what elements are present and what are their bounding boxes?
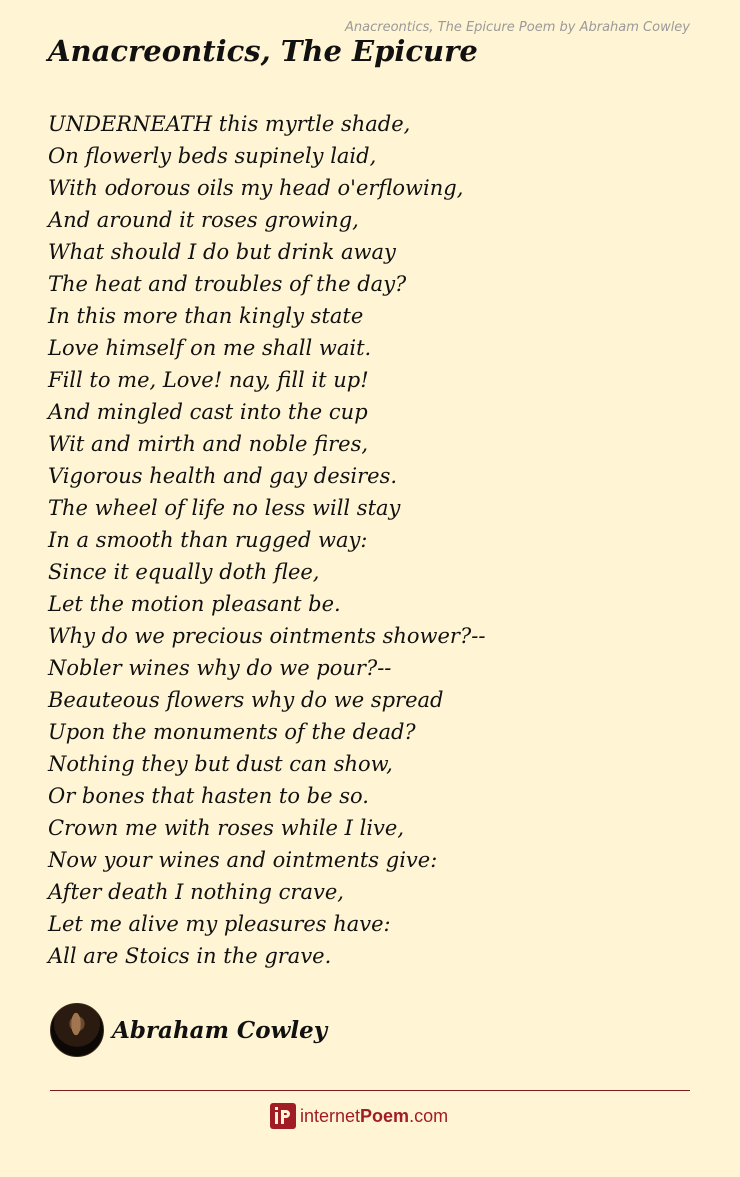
poem-line: After death I nothing crave, — [48, 880, 344, 904]
poem-line: On flowerly beds supinely laid, — [48, 144, 377, 168]
poem-line: All are Stoics in the grave. — [48, 944, 332, 968]
poem-line: Wit and mirth and noble fires, — [48, 432, 369, 456]
poem-line: In a smooth than rugged way: — [48, 528, 368, 552]
poem-line: Let me alive my pleasures have: — [48, 912, 391, 936]
poem-line: UNDERNEATH this myrtle shade, — [48, 112, 411, 136]
header-credit: Anacreontics, The Epicure Poem by Abraham Cowley — [344, 20, 690, 35]
author-block[interactable] — [50, 1003, 327, 1057]
poem-line: Vigorous health and gay desires. — [48, 464, 398, 488]
poem-line: Nothing they but dust can show, — [48, 752, 393, 776]
poem-line: With odorous oils my head o'erflowing, — [48, 176, 464, 200]
poem-line: Upon the monuments of the dead? — [48, 720, 416, 744]
poem-line: Or bones that hasten to be so. — [48, 784, 369, 808]
footer-divider — [50, 1090, 690, 1091]
poem-line: Now your wines and ointments give: — [48, 848, 438, 872]
brand-com: .com — [409, 1105, 449, 1126]
poem-line: Beauteous flowers why do we spread — [48, 688, 444, 712]
poem-line: What should I do but drink away — [48, 240, 396, 264]
poem-line: The heat and troubles of the day? — [48, 272, 407, 296]
author-name[interactable]: Abraham Cowley — [112, 1016, 328, 1044]
poem-line: Why do we precious ointments shower?-- — [48, 624, 486, 648]
poem-body — [48, 108, 485, 972]
poem-line: Nobler wines why do we pour?-- — [48, 656, 392, 680]
poem-line: Fill to me, Love! nay, fill it up! — [48, 368, 369, 392]
brand-poem: Poem — [360, 1105, 410, 1126]
brand-internet: internet — [300, 1105, 361, 1126]
poem-line: The wheel of life no less will stay — [48, 496, 401, 520]
poem-line: In this more than kingly state — [48, 304, 364, 328]
poem-title: Anacreontics, The Epicure — [48, 34, 478, 68]
site-brand-link[interactable] — [270, 1103, 448, 1129]
poem-line: And mingled cast into the cup — [48, 400, 368, 424]
author-avatar[interactable] — [50, 1003, 104, 1057]
poem-line: Let the motion pleasant be. — [48, 592, 341, 616]
poem-line: Crown me with roses while I live, — [48, 816, 405, 840]
poem-line: Since it equally doth flee, — [48, 560, 320, 584]
poem-line: And around it roses growing, — [48, 208, 359, 232]
poem-line: Love himself on me shall wait. — [48, 336, 372, 360]
internetpoem-logo-icon — [270, 1103, 296, 1129]
